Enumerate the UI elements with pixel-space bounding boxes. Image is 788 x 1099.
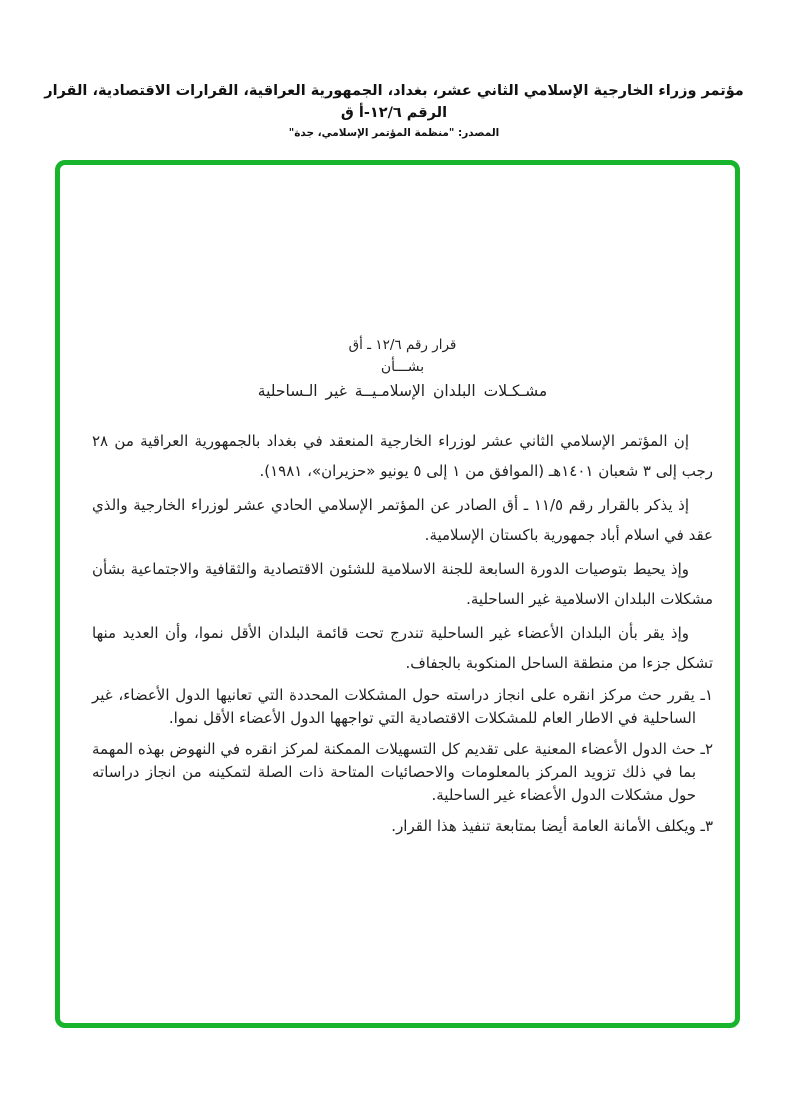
resolution-item-2: ٢ـ حث الدول الأعضاء المعنية على تقديم كل التسهيلات الممكنة لمركز انقره في النهوض بهذه المهمة بما في ذلك تزويد المركز بالمعلومات والاحصائيات المتاحة ذات الصلة لتمكينه من انجاز دراساته حول مشكلات الدول الأعضاء غير الساحلية. xyxy=(92,740,713,804)
resolution-subject: مشـكـلات البلدان الإسلامـيــة غير الـساحلية xyxy=(257,382,548,400)
source-line: المصدر: "منظمة المؤتمر الإسلامي، جدة" xyxy=(288,127,500,139)
document-paragraph-preamble-2: إذ يذكر بالقرار رقم ١١/٥ ـ أق الصادر عن المؤتمر الإسلامي الحادي عشر لوزراء الخارجية والذي عقد في اسلام أباد جمهورية باكستان الإسلامية. xyxy=(92,496,713,544)
document-paragraph-preamble-4: وإذ يقر بأن البلدان الأعضاء غير الساحلية تندرج تحت قائمة البلدان الأقل نموا، وأن العديد منها تشكل جزءا من منطقة الساحل المنكوبة بالجفاف. xyxy=(92,624,713,672)
document-content xyxy=(60,165,735,838)
conference-title: مؤتمر وزراء الخارجية الإسلامي الثاني عشر، بغداد، الجمهورية العراقية، القرارات الاقتصادية، القرار الرقم ١٢/٦-أ ق xyxy=(44,83,744,121)
document-paragraph-preamble-1: إن المؤتمر الإسلامي الثاني عشر لوزراء الخارجية المنعقد في بغداد بالجمهورية العراقية من ٢٨ رجب إلى ٣ شعبان ١٤٠١هـ (الموافق من ١ إلى ٥ يونيو «حزيران»، ١٩٨١). xyxy=(92,432,713,480)
document-caption xyxy=(0,80,788,139)
resolution-number: قرار رقم ١٢/٦ ـ أق xyxy=(348,337,457,353)
resolution-item-3: ٣ـ ويكلف الأمانة العامة أيضا بمتابعة تنفيذ هذا القرار. xyxy=(391,817,713,835)
resolution-item-1: ١ـ يقرر حث مركز انقره على انجاز دراسته حول المشكلات المحددة التي تعانيها الدول الأعضاء، غير الساحلية في الاطار العام للمشكلات الاقتصادية التي تواجهها الدول الأعضاء الأقل نموا. xyxy=(92,686,713,727)
resolution-items-list xyxy=(92,684,713,838)
document-frame xyxy=(55,160,740,1028)
resolution-regarding: بشـــأن xyxy=(380,359,425,375)
document-paragraph-preamble-3: وإذ يحيط بتوصيات الدورة السابعة للجنة الاسلامية للشئون الاقتصادية والثقافية والاجتماعية بشأن مشكلات البلدان الاسلامية غير الساحلية. xyxy=(92,560,713,608)
